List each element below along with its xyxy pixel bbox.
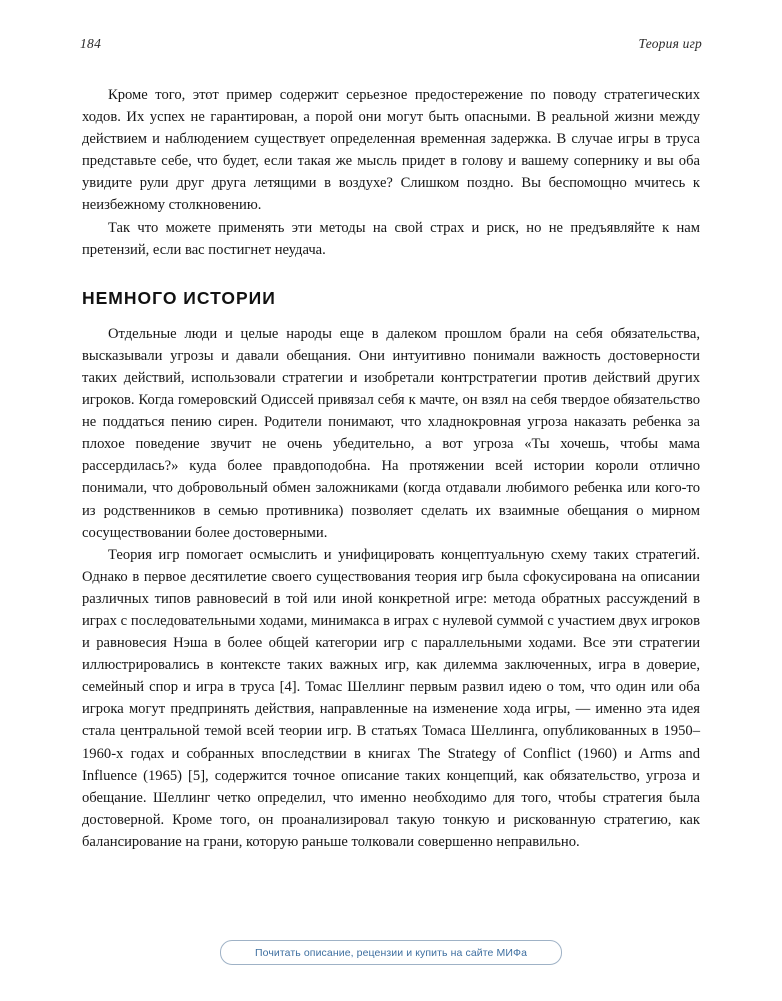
page-number: 184	[80, 36, 102, 51]
page-content	[82, 84, 700, 853]
footer-promo-link[interactable]	[220, 940, 562, 965]
running-title: Теория игр	[638, 36, 702, 51]
paragraph: Теория игр помогает осмыслить и унифицировать концептуальную схему таких стратегий. Однако в первое десятилетие своего существования теория игр была сфокусирована на описании различных типов равновесий в той или иной конкретной игре: метода обратных рассуждений в играх с последовательными ходами, минимакса в играх с нулевой суммой с участием двух игроков и равновесия Нэша в более общей категории игр с параллельными ходами. Все эти стратегии иллюстрировались в контексте таких важных игр, как дилемма заключенных, игра в доверие, семейный спор и игра в труса [4]. Томас Шеллинг первым развил идею о том, что один или оба игрока могут предпринять действия, направленные на изменение хода игры, — именно эта идея стала центральной темой всей теории игр. В статьях Томаса Шеллинга, опубликованных в 1950–1960-х годах и собранных впоследствии в книгах The Strategy of Conflict (1960) и Arms and Influence (1965) [5], содержится точное описание таких концепций, как обязательство, угроза и обещание. Шеллинг четко определил, что именно необходимо для того, чтобы стратегия была достоверной. Кроме того, он проанализировал такую тонкую и рискованную стратегию, как балансирование на грани, которую раньше толковали совершенно неправильно.	[82, 546, 700, 850]
paragraph: Отдельные люди и целые народы еще в далеком прошлом брали на себя обязательства, высказывали угрозы и давали обещания. Они интуитивно понимали важность достоверности таких действий, использовали стратегии и изобретали контрстратегии против действий других игроков. Когда гомеровский Одиссей привязал себя к мачте, он взял на себя твердое обязательство не поддаться пению сирен. Родители понимают, что хладнокровная угроза наказать ребенка за плохое поведение звучит не очень убедительно, а вот угроза «Ты хочешь, чтобы мама рассердилась?» куда более правдоподобна. На протяжении всей истории короли отлично понимали, что добровольный обмен заложниками (когда отдавали любимого ребенка или кого-то из родственников в семью противника) позволяет сделать их взаимные обещания о мирном сосуществовании более достоверными.	[82, 325, 700, 541]
section-heading: НЕМНОГО ИСТОРИИ	[82, 287, 276, 308]
footer-promo-label: Почитать описание, рецензии и купить на сайте МИФа	[254, 946, 528, 959]
paragraph: Так что можете применять эти методы на свой страх и риск, но не предъявляйте к нам претензий, если вас постигнет неудача.	[82, 219, 700, 258]
paragraph: Кроме того, этот пример содержит серьезное предостережение по поводу стратегических ходов. Их успех не гарантирован, а порой они могут быть опасными. В реальной жизни между действием и наблюдением существует определенная временная задержка. В случае игры в труса представьте себе, что будет, если такая же мысль придет в голову и вашему сопернику и вы оба увидите рули друг друга летящими в воздухе? Слишком поздно. Вы беспомощно мчитесь к неизбежному столкновению.	[82, 87, 700, 214]
page-header	[80, 36, 702, 52]
